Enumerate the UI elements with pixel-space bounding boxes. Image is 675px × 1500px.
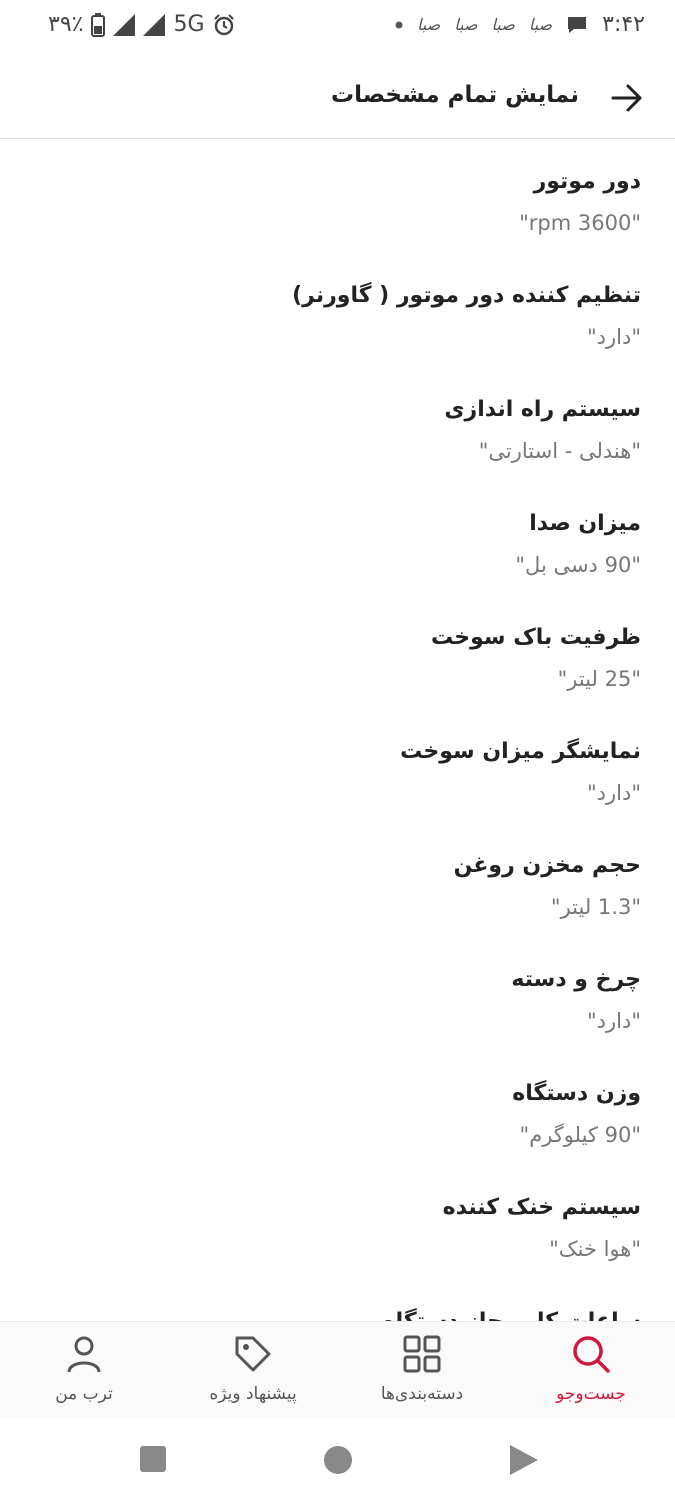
- spec-label: تنظیم کننده دور موتور ( گاورنر): [292, 283, 641, 308]
- grid-icon: [402, 1334, 442, 1374]
- spec-item: [34, 595, 641, 705]
- alarm-icon: [213, 14, 235, 36]
- spec-item: [34, 139, 641, 249]
- system-navigation: [0, 1417, 675, 1500]
- spec-label: حجم مخزن روغن: [453, 853, 641, 878]
- triangle-icon: [510, 1445, 538, 1475]
- arrow-right-icon: [609, 80, 645, 116]
- spec-label: میزان صدا: [529, 511, 641, 536]
- spec-item: [34, 1051, 641, 1161]
- nav-item-categories[interactable]: [338, 1322, 506, 1418]
- page-title: نمایش تمام مشخصات: [330, 82, 579, 108]
- spec-item: [34, 709, 641, 819]
- status-bar: [0, 0, 675, 58]
- notification-icon-3: ﺻﺒﺎ: [491, 15, 515, 34]
- spec-value: "دارد": [587, 325, 641, 349]
- nav-label-profile: ترب من: [55, 1384, 113, 1404]
- spec-value: "90 دسی بل": [515, 553, 641, 577]
- back-system-button[interactable]: [510, 1445, 538, 1479]
- battery-percent: ۳۹٪: [48, 12, 84, 37]
- nav-label-categories: دسته‌بندی‌ها: [380, 1384, 464, 1404]
- user-icon: [64, 1334, 104, 1374]
- recents-button[interactable]: [140, 1446, 166, 1476]
- nav-label-offers: پیشنهاد ویژه: [209, 1384, 297, 1404]
- spec-item: [34, 253, 641, 363]
- spec-value: "rpm 3600": [519, 211, 641, 235]
- spec-value: "1.3 لیتر": [550, 895, 641, 919]
- notification-icon-1: ﺻﺒﺎ: [416, 15, 441, 34]
- spec-item: [34, 937, 641, 1047]
- spec-value: "هندلی - استارتی": [478, 439, 641, 463]
- signal-icon: [113, 14, 135, 36]
- chat-icon: [566, 15, 588, 35]
- spec-item: [34, 367, 641, 477]
- back-button[interactable]: [609, 80, 645, 116]
- battery-icon: [91, 13, 105, 37]
- clock-time: ۳:۴۲: [602, 12, 645, 37]
- bottom-navigation: [0, 1321, 675, 1418]
- search-icon: [571, 1334, 611, 1374]
- spec-value: "90 کیلوگرم": [519, 1123, 641, 1147]
- page-header: [0, 58, 675, 139]
- spec-label: سیستم خنک کننده: [442, 1195, 641, 1220]
- signal-icon-2: [143, 14, 165, 36]
- circle-icon: [323, 1445, 353, 1475]
- nav-item-offers[interactable]: [169, 1322, 337, 1418]
- spec-list: [0, 139, 675, 1321]
- spec-item: [34, 481, 641, 591]
- spec-value: "دارد": [587, 1009, 641, 1033]
- notification-icon-2: ﺻﺒﺎ: [454, 15, 478, 34]
- network-type: 5G: [173, 12, 205, 37]
- nav-item-profile[interactable]: [0, 1322, 168, 1418]
- nav-item-search[interactable]: [507, 1322, 675, 1418]
- home-button[interactable]: [323, 1445, 353, 1479]
- status-right: [395, 12, 645, 37]
- dot-icon: [395, 21, 403, 29]
- square-icon: [140, 1446, 166, 1472]
- tag-icon: [233, 1334, 273, 1374]
- spec-value: "25 لیتر": [557, 667, 641, 691]
- spec-label: ظرفیت باک سوخت: [430, 625, 641, 650]
- notification-icon-4: ﺻﺒﺎ: [528, 15, 553, 34]
- spec-item: [34, 1165, 641, 1275]
- spec-item: [34, 823, 641, 933]
- spec-value: "دارد": [587, 781, 641, 805]
- spec-label: چرخ و دسته: [511, 967, 641, 992]
- nav-label-search: جست‌وجو: [556, 1384, 626, 1404]
- spec-label: سیستم راه اندازی: [444, 397, 641, 422]
- spec-label: وزن دستگاه: [512, 1081, 641, 1106]
- spec-label: نمایشگر میزان سوخت: [400, 739, 641, 764]
- status-left: [48, 12, 235, 37]
- spec-label: دور موتور: [533, 169, 641, 194]
- spec-value: "هوا خنک": [549, 1237, 641, 1261]
